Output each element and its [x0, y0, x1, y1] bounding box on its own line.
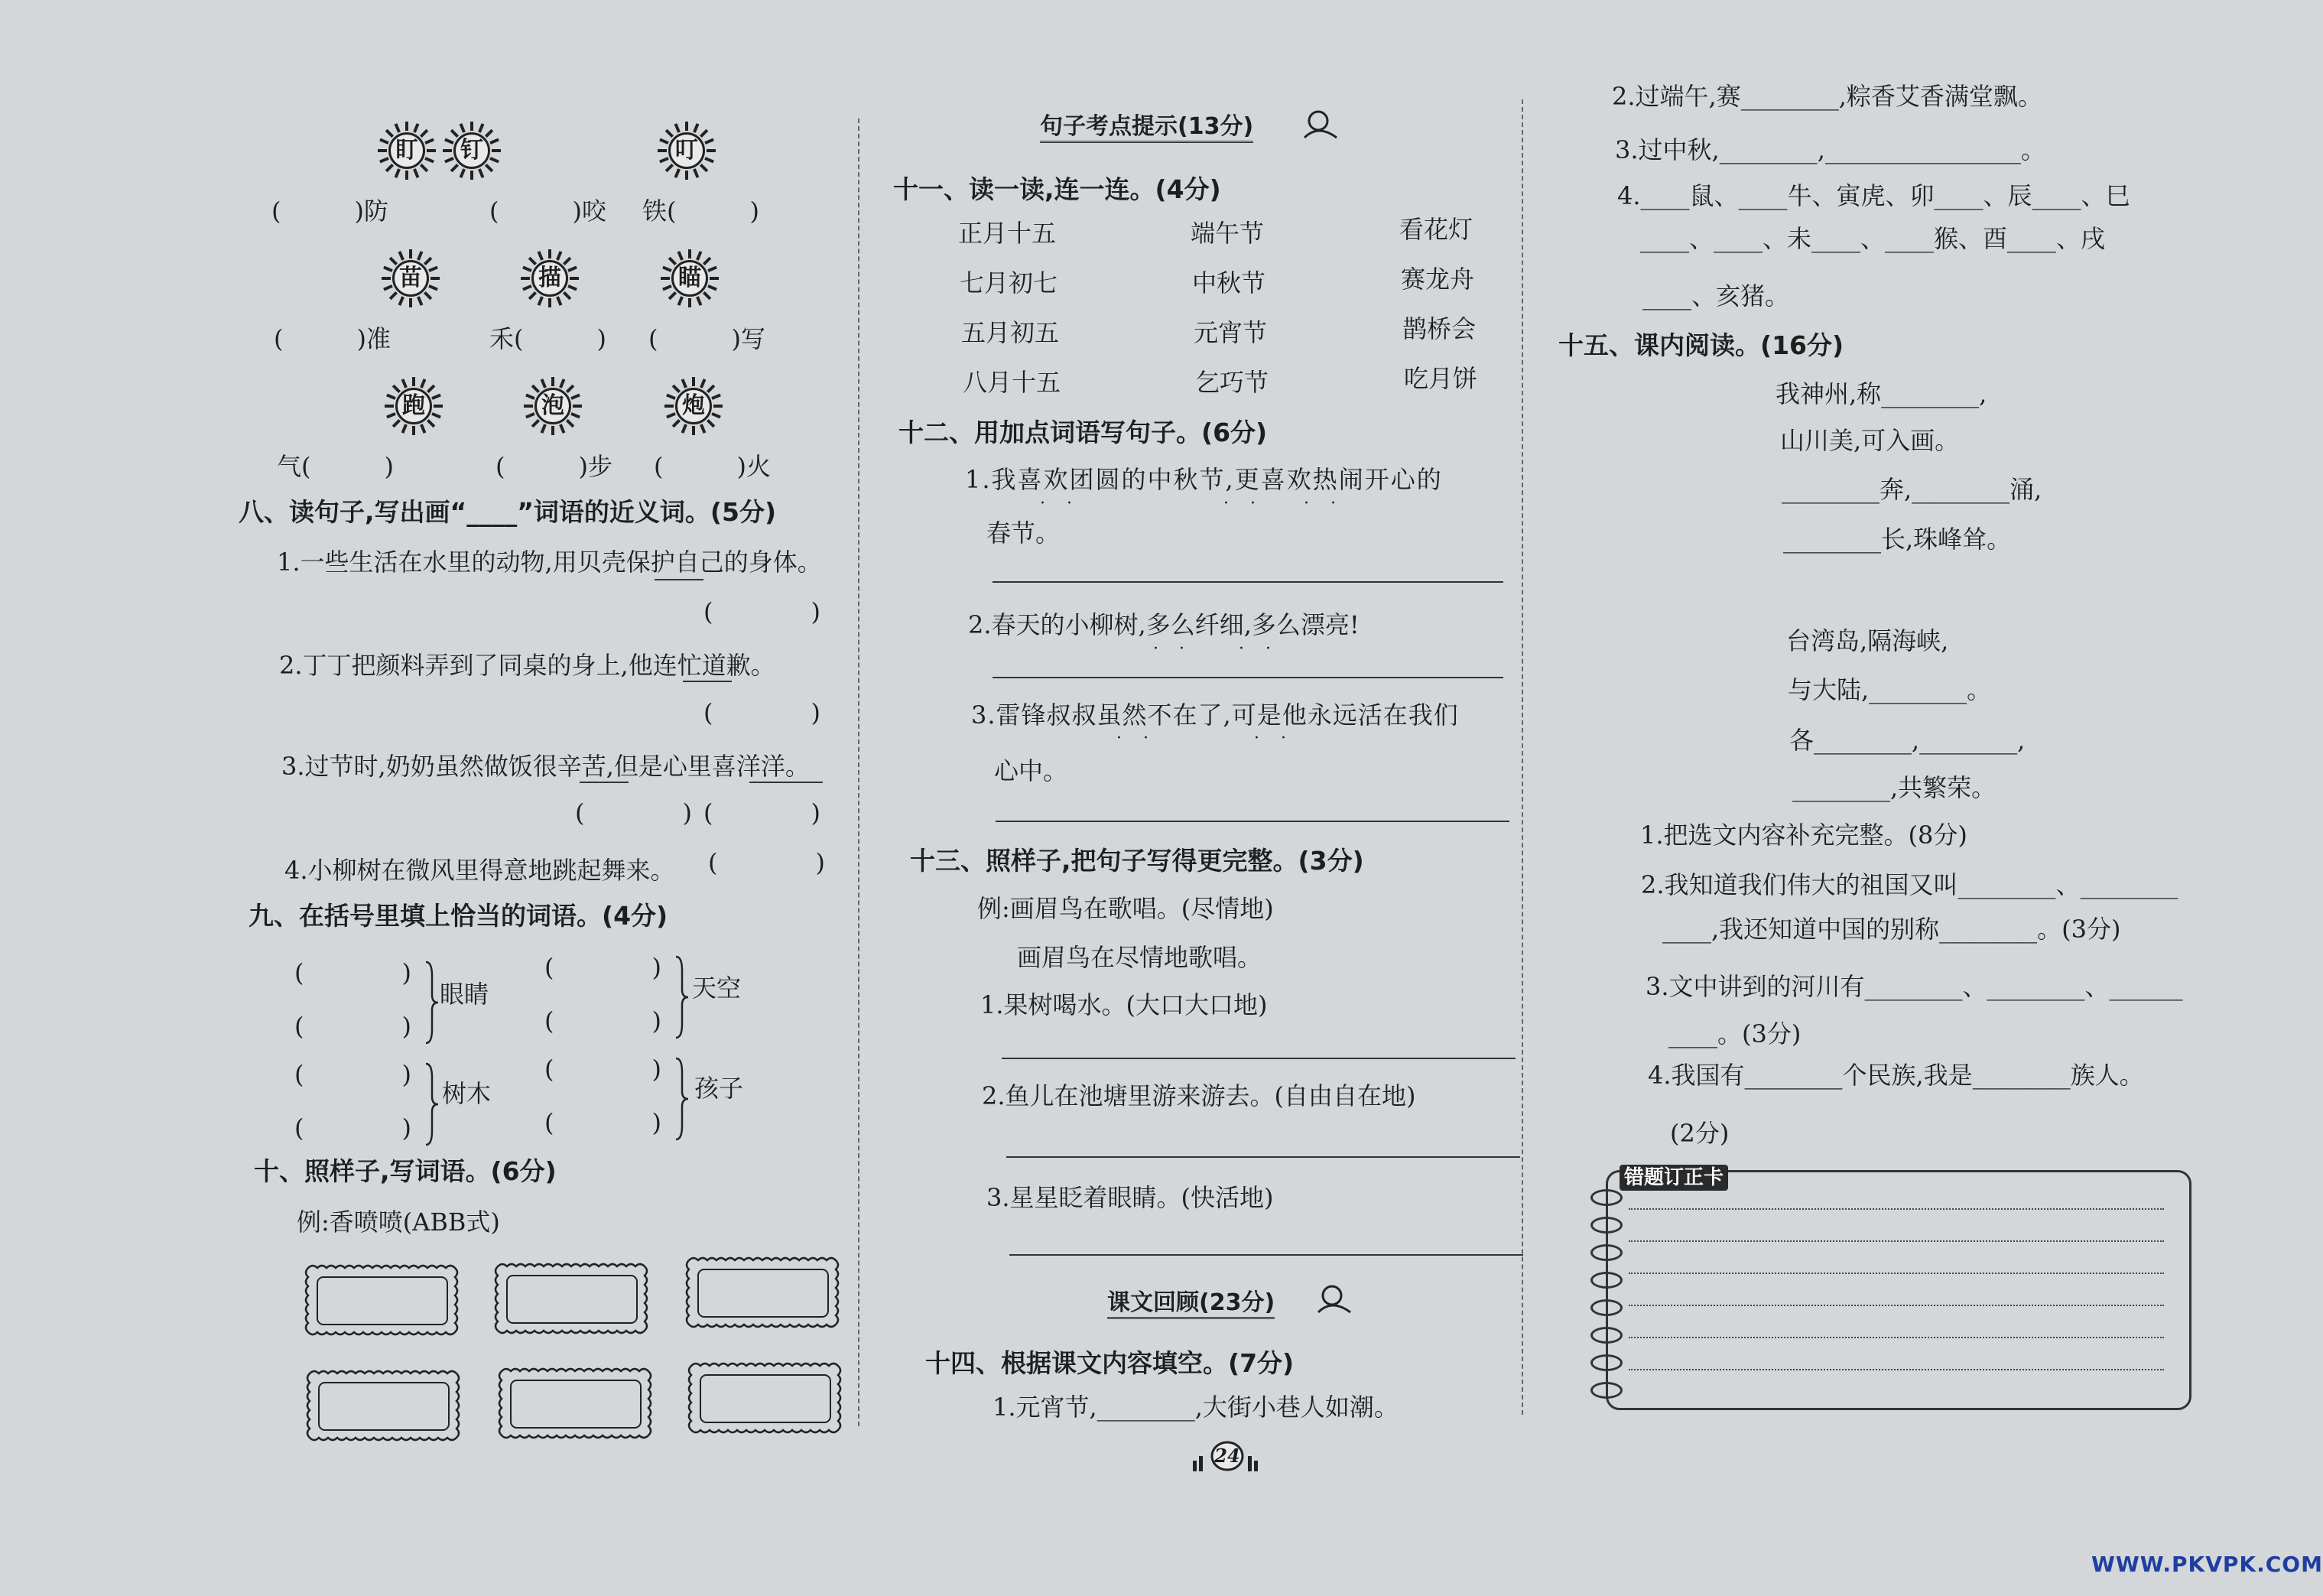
card-line[interactable] — [1629, 1273, 2164, 1274]
q14-item: 2.过端午,赛________,粽香艾香满堂飘。 — [1612, 82, 2042, 111]
mascot-icon — [1315, 1282, 1353, 1315]
sun-character-icon — [520, 249, 580, 308]
card-line[interactable] — [1629, 1337, 2164, 1338]
emphasis-dot: · — [1116, 729, 1122, 748]
brace-icon — [424, 1062, 440, 1146]
fill-blank[interactable]: ( )准 — [274, 324, 391, 353]
card-line[interactable] — [1629, 1240, 2164, 1242]
poem-line: ________,共繁荣。 — [1792, 773, 1996, 802]
answer-box[interactable] — [304, 1367, 464, 1444]
poem-line: 山川美,可入画。 — [1780, 426, 1960, 455]
answer-paren[interactable]: ( ) — [294, 1012, 411, 1041]
q8-item: 2.丁丁把颜料弄到了同桌的身上,他连忙道歉。 — [279, 651, 775, 680]
answer-paren[interactable]: ( ) — [703, 798, 820, 827]
q14-item: 4.____鼠、____牛、寅虎、卯____、辰____、巳 — [1617, 181, 2130, 210]
correction-card — [1606, 1170, 2191, 1410]
sun-character: 泡 — [534, 388, 571, 424]
q13-example-answer: 画眉鸟在尽情地歌唱。 — [1017, 943, 1262, 972]
sun-character-icon — [523, 376, 583, 436]
sun-character: 描 — [531, 260, 568, 297]
emphasis-dot: · — [1040, 494, 1045, 513]
answer-paren[interactable]: ( ) — [703, 597, 820, 626]
answer-paren[interactable]: ( ) — [294, 1060, 411, 1089]
q9-word: 孩子 — [694, 1074, 744, 1103]
sun-character-icon — [377, 121, 437, 180]
sun-character: 跑 — [395, 388, 432, 424]
fill-blank[interactable]: ( )写 — [648, 324, 765, 353]
answer-paren[interactable]: ( ) — [294, 958, 411, 987]
section-header: 课文回顾(23分) — [1107, 1289, 1275, 1319]
q15-title: 十五、课内阅读。(16分) — [1558, 330, 1844, 360]
poem-line: 我神州,称________, — [1776, 379, 1987, 408]
sun-character: 盯 — [388, 132, 425, 169]
match-item[interactable]: 正月十五 — [958, 219, 1057, 248]
ring-icon — [1590, 1299, 1623, 1316]
fill-blank[interactable]: 气( ) — [277, 452, 394, 481]
match-item[interactable]: 鹊桥会 — [1402, 314, 1477, 343]
page-number: 24 — [1214, 1445, 1240, 1467]
answer-paren[interactable]: ( ) — [544, 1006, 661, 1035]
answer-box[interactable] — [685, 1360, 846, 1436]
ring-icon — [1590, 1327, 1623, 1344]
q13-example: 例:画眉鸟在歌唱。(尽情地) — [977, 894, 1274, 923]
sun-character: 钉 — [453, 132, 490, 169]
fill-blank[interactable]: 铁( ) — [642, 197, 759, 226]
emphasis-dot: · — [1143, 729, 1149, 748]
fill-blank[interactable]: ( )防 — [271, 197, 388, 226]
q12-title: 十二、用加点词语写句子。(6分) — [898, 418, 1268, 447]
answer-paren[interactable]: ( ) — [708, 848, 825, 877]
sun-character-icon — [442, 121, 502, 180]
q13-item: 1.果树喝水。(大口大口地) — [980, 990, 1268, 1019]
answer-paren[interactable]: ( ) — [575, 798, 692, 827]
q8-item: 1.一些生活在水里的动物,用贝壳保护自己的身体。 — [277, 548, 822, 577]
mascot-icon — [1301, 107, 1340, 141]
q15-question: 1.把选文内容补充完整。(8分) — [1640, 821, 1967, 850]
answer-box[interactable] — [683, 1254, 843, 1331]
match-item[interactable]: 乞巧节 — [1195, 368, 1269, 397]
q14-item: ____、____、未____、____猴、酉____、戌 — [1640, 224, 2106, 253]
q15-question: 3.文中讲到的河川有________、________、______ — [1646, 972, 2183, 1001]
answer-box[interactable] — [495, 1365, 656, 1442]
match-item[interactable]: 看花灯 — [1399, 215, 1473, 244]
sun-character: 苗 — [392, 260, 429, 297]
sun-character: 瞄 — [671, 260, 708, 297]
answer-box[interactable] — [492, 1260, 652, 1337]
answer-box[interactable] — [302, 1262, 463, 1338]
page-number-badge — [1193, 1438, 1262, 1476]
q12-item: 3.雷锋叔叔虽然不在了,可是他永远活在我们 — [971, 700, 1459, 730]
answer-paren[interactable]: ( ) — [544, 1055, 661, 1084]
ring-icon — [1590, 1272, 1623, 1289]
fill-blank[interactable]: ( )咬 — [489, 197, 606, 226]
q14-item: 1.元宵节,________,大街小巷人如潮。 — [993, 1393, 1399, 1422]
ring-icon — [1590, 1354, 1623, 1371]
q12-item: 2.春天的小柳树,多么纤细,多么漂亮! — [968, 610, 1360, 639]
q10-title: 十、照样子,写词语。(6分) — [254, 1156, 557, 1186]
q15-question: 4.我国有________个民族,我是________族人。 — [1648, 1061, 2144, 1090]
match-item[interactable]: 七月初七 — [960, 268, 1058, 297]
match-item[interactable]: 元宵节 — [1194, 318, 1268, 347]
sun-character-icon — [381, 249, 440, 308]
q12-item: 心中。 — [994, 756, 1068, 785]
sun-character-icon — [384, 376, 443, 436]
q15-question: 2.我知道我们伟大的祖国又叫________、________ — [1641, 870, 2178, 899]
q14-title: 十四、根据课文内容填空。(7分) — [925, 1348, 1295, 1378]
match-item[interactable]: 赛龙舟 — [1401, 265, 1475, 294]
poem-line: 台湾岛,隔海峡, — [1786, 626, 1949, 655]
ring-icon — [1590, 1217, 1623, 1234]
q8-item: 3.过节时,奶奶虽然做饭很辛苦,但是心里喜洋洋。 — [281, 752, 810, 781]
answer-paren[interactable]: ( ) — [544, 1108, 661, 1137]
q12-item: 1.我喜欢团圆的中秋节,更喜欢热闹开心的 — [965, 465, 1443, 494]
ring-icon — [1590, 1189, 1623, 1206]
poem-line: ________奔,________涌, — [1782, 475, 2042, 504]
match-item[interactable]: 中秋节 — [1192, 268, 1266, 297]
q14-item: ____、亥猪。 — [1642, 281, 1790, 310]
word-underline — [580, 782, 629, 783]
emphasis-dot: · — [1304, 494, 1309, 513]
match-item[interactable]: 端午节 — [1191, 219, 1265, 248]
q14-item: 3.过中秋,________,________________。 — [1615, 135, 2045, 164]
answer-paren[interactable]: ( ) — [544, 953, 661, 982]
emphasis-dot: · — [1250, 494, 1256, 513]
fill-blank[interactable]: ( )火 — [654, 452, 771, 481]
fill-blank[interactable]: 禾( ) — [489, 324, 606, 353]
match-item[interactable]: 吃月饼 — [1404, 364, 1478, 393]
column-divider — [1522, 99, 1523, 1415]
poem-line: 各________,________, — [1789, 726, 2026, 755]
emphasis-dot: · — [1330, 494, 1336, 513]
emphasis-dot: · — [1179, 639, 1184, 658]
q11-title: 十一、读一读,连一连。(4分) — [893, 174, 1221, 204]
brace-icon — [424, 961, 440, 1045]
q15-question: ____,我还知道中国的别称________。(3分) — [1662, 915, 2121, 944]
q13-title: 十三、照样子,把句子写得更完整。(3分) — [910, 846, 1364, 876]
q13-item: 2.鱼儿在池塘里游来游去。(自由自在地) — [982, 1081, 1416, 1110]
sun-character-icon — [664, 376, 723, 436]
sun-character-icon — [657, 121, 716, 180]
emphasis-dot: · — [1239, 639, 1244, 658]
emphasis-dot: · — [1153, 639, 1158, 658]
sun-character-icon — [660, 249, 720, 308]
answer-line[interactable] — [993, 677, 1503, 678]
correction-card-title: 错题订正卡 — [1620, 1165, 1728, 1191]
word-underline — [749, 782, 823, 783]
emphasis-dot: · — [1223, 494, 1229, 513]
word-underline — [683, 681, 732, 682]
emphasis-dot: · — [1254, 729, 1259, 748]
word-underline — [655, 579, 703, 580]
answer-line[interactable] — [996, 821, 1509, 822]
brace-icon — [674, 955, 690, 1039]
fill-blank[interactable]: ( )步 — [495, 452, 612, 481]
card-line[interactable] — [1629, 1305, 2164, 1306]
q9-word: 树木 — [442, 1079, 492, 1108]
poem-line: 与大陆,________。 — [1788, 675, 1992, 704]
q9-word: 天空 — [692, 974, 742, 1003]
q12-item: 春节。 — [986, 518, 1061, 548]
emphasis-dot: · — [1281, 729, 1286, 748]
ring-icon — [1590, 1382, 1623, 1399]
q9-title: 九、在括号里填上恰当的词语。(4分) — [249, 901, 668, 931]
column-divider — [858, 119, 859, 1426]
card-line[interactable] — [1629, 1369, 2164, 1370]
answer-line[interactable] — [1002, 1058, 1516, 1059]
brace-icon — [674, 1057, 690, 1141]
q15-question: ____。(3分) — [1668, 1019, 1802, 1048]
section-header: 句子考点提示(13分) — [1040, 113, 1253, 143]
emphasis-dot: · — [1067, 494, 1072, 513]
card-line[interactable] — [1629, 1208, 2164, 1210]
sun-character: 叮 — [668, 132, 705, 169]
ring-icon — [1590, 1244, 1623, 1261]
answer-line[interactable] — [993, 581, 1503, 583]
q8-item: 4.小柳树在微风里得意地跳起舞来。 — [284, 856, 675, 885]
poem-line: ________长,珠峰耸。 — [1783, 525, 2012, 554]
match-item[interactable]: 五月初五 — [961, 318, 1060, 347]
emphasis-dot: · — [1265, 639, 1271, 658]
q15-question: (2分) — [1670, 1119, 1730, 1148]
q10-example: 例:香喷喷(ABB式) — [297, 1208, 500, 1237]
q8-title: 八、读句子,写出画“____”词语的近义词。(5分) — [239, 497, 777, 527]
match-item[interactable]: 八月十五 — [963, 368, 1061, 397]
sun-character: 炮 — [675, 388, 712, 424]
answer-line[interactable] — [1006, 1156, 1520, 1158]
answer-line[interactable] — [1009, 1254, 1523, 1256]
q9-word: 眼睛 — [440, 980, 489, 1009]
watermark: WWW.PKVPK.COM — [2091, 1552, 2323, 1577]
q13-item: 3.星星眨着眼睛。(快活地) — [986, 1183, 1274, 1212]
answer-paren[interactable]: ( ) — [294, 1113, 411, 1143]
answer-paren[interactable]: ( ) — [703, 698, 820, 727]
